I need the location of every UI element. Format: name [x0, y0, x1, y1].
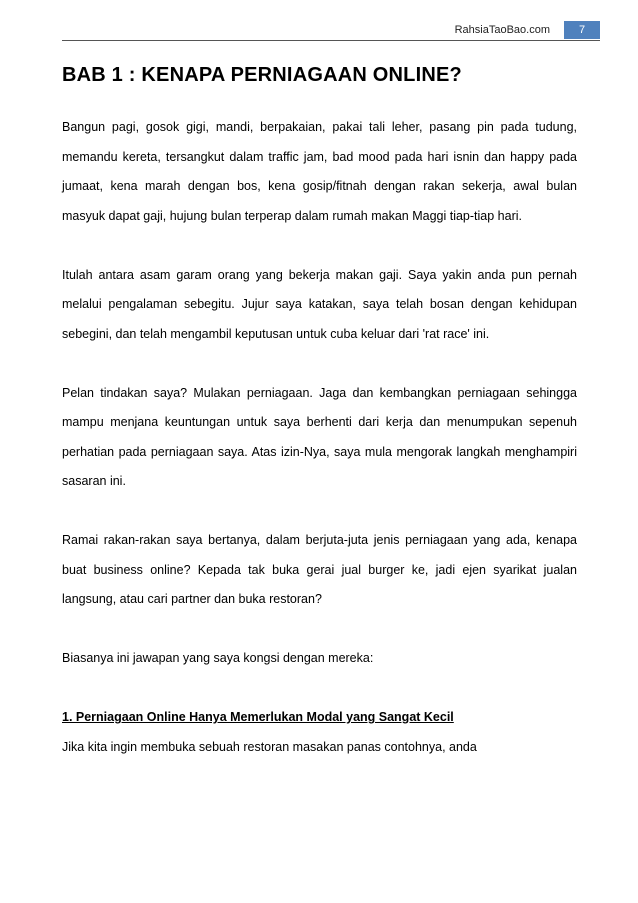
header-rule	[62, 40, 600, 41]
chapter-title: BAB 1 : KENAPA PERNIAGAAN ONLINE?	[62, 64, 462, 86]
page-header	[62, 21, 600, 41]
body-content	[62, 113, 577, 762]
paragraph-3: Pelan tindakan saya? Mulakan perniagaan. Jaga dan kembangkan perniagaan sehingga mampu menjana keuntungan untuk saya berhenti dari kerja dan menumpukan sepenuh perhatian pada perniagaan saya. Atas izin-Nya, saya mula mengorak langkah menghampiri sasaran ini.	[62, 385, 577, 488]
paragraph-6: Jika kita ingin membuka sebuah restoran masakan panas contohnya, anda	[62, 739, 477, 754]
section-heading: 1. Perniagaan Online Hanya Memerlukan Modal yang Sangat Kecil	[62, 710, 454, 724]
paragraph-1: Bangun pagi, gosok gigi, mandi, berpakaian, pakai tali leher, pasang pin pada tudung, memandu kereta, tersangkut dalam traffic jam, bad mood pada hari isnin dan happy pada jumaat, kena marah dengan bos, kena gosip/fitnah dengan rakan sekerja, awal bulan masyuk dapat gaji, hujung bulan terperap dalam rumah makan Maggi tiap-tiap hari.	[62, 120, 577, 223]
paragraph-4: Ramai rakan-rakan saya bertanya, dalam berjuta-juta jenis perniagaan yang ada, kenapa buat business online? Kepada tak buka gerai jual burger ke, jadi ejen syarikat jualan langsung, atau cari partner dan buka restoran?	[62, 533, 577, 606]
paragraph-2: Itulah antara asam garam orang yang bekerja makan gaji. Saya yakin anda pun pernah melalui pengalaman sebegitu. Jujur saya katakan, saya telah bosan dengan kehidupan sebegini, dan telah mengambil keputusan untuk cuba keluar dari 'rat race' ini.	[62, 267, 577, 341]
site-name: RahsiaTaoBao.com	[454, 24, 550, 36]
paragraph-5: Biasanya ini jawapan yang saya kongsi dengan mereka:	[62, 651, 374, 665]
page-number-badge: 7	[564, 21, 600, 39]
